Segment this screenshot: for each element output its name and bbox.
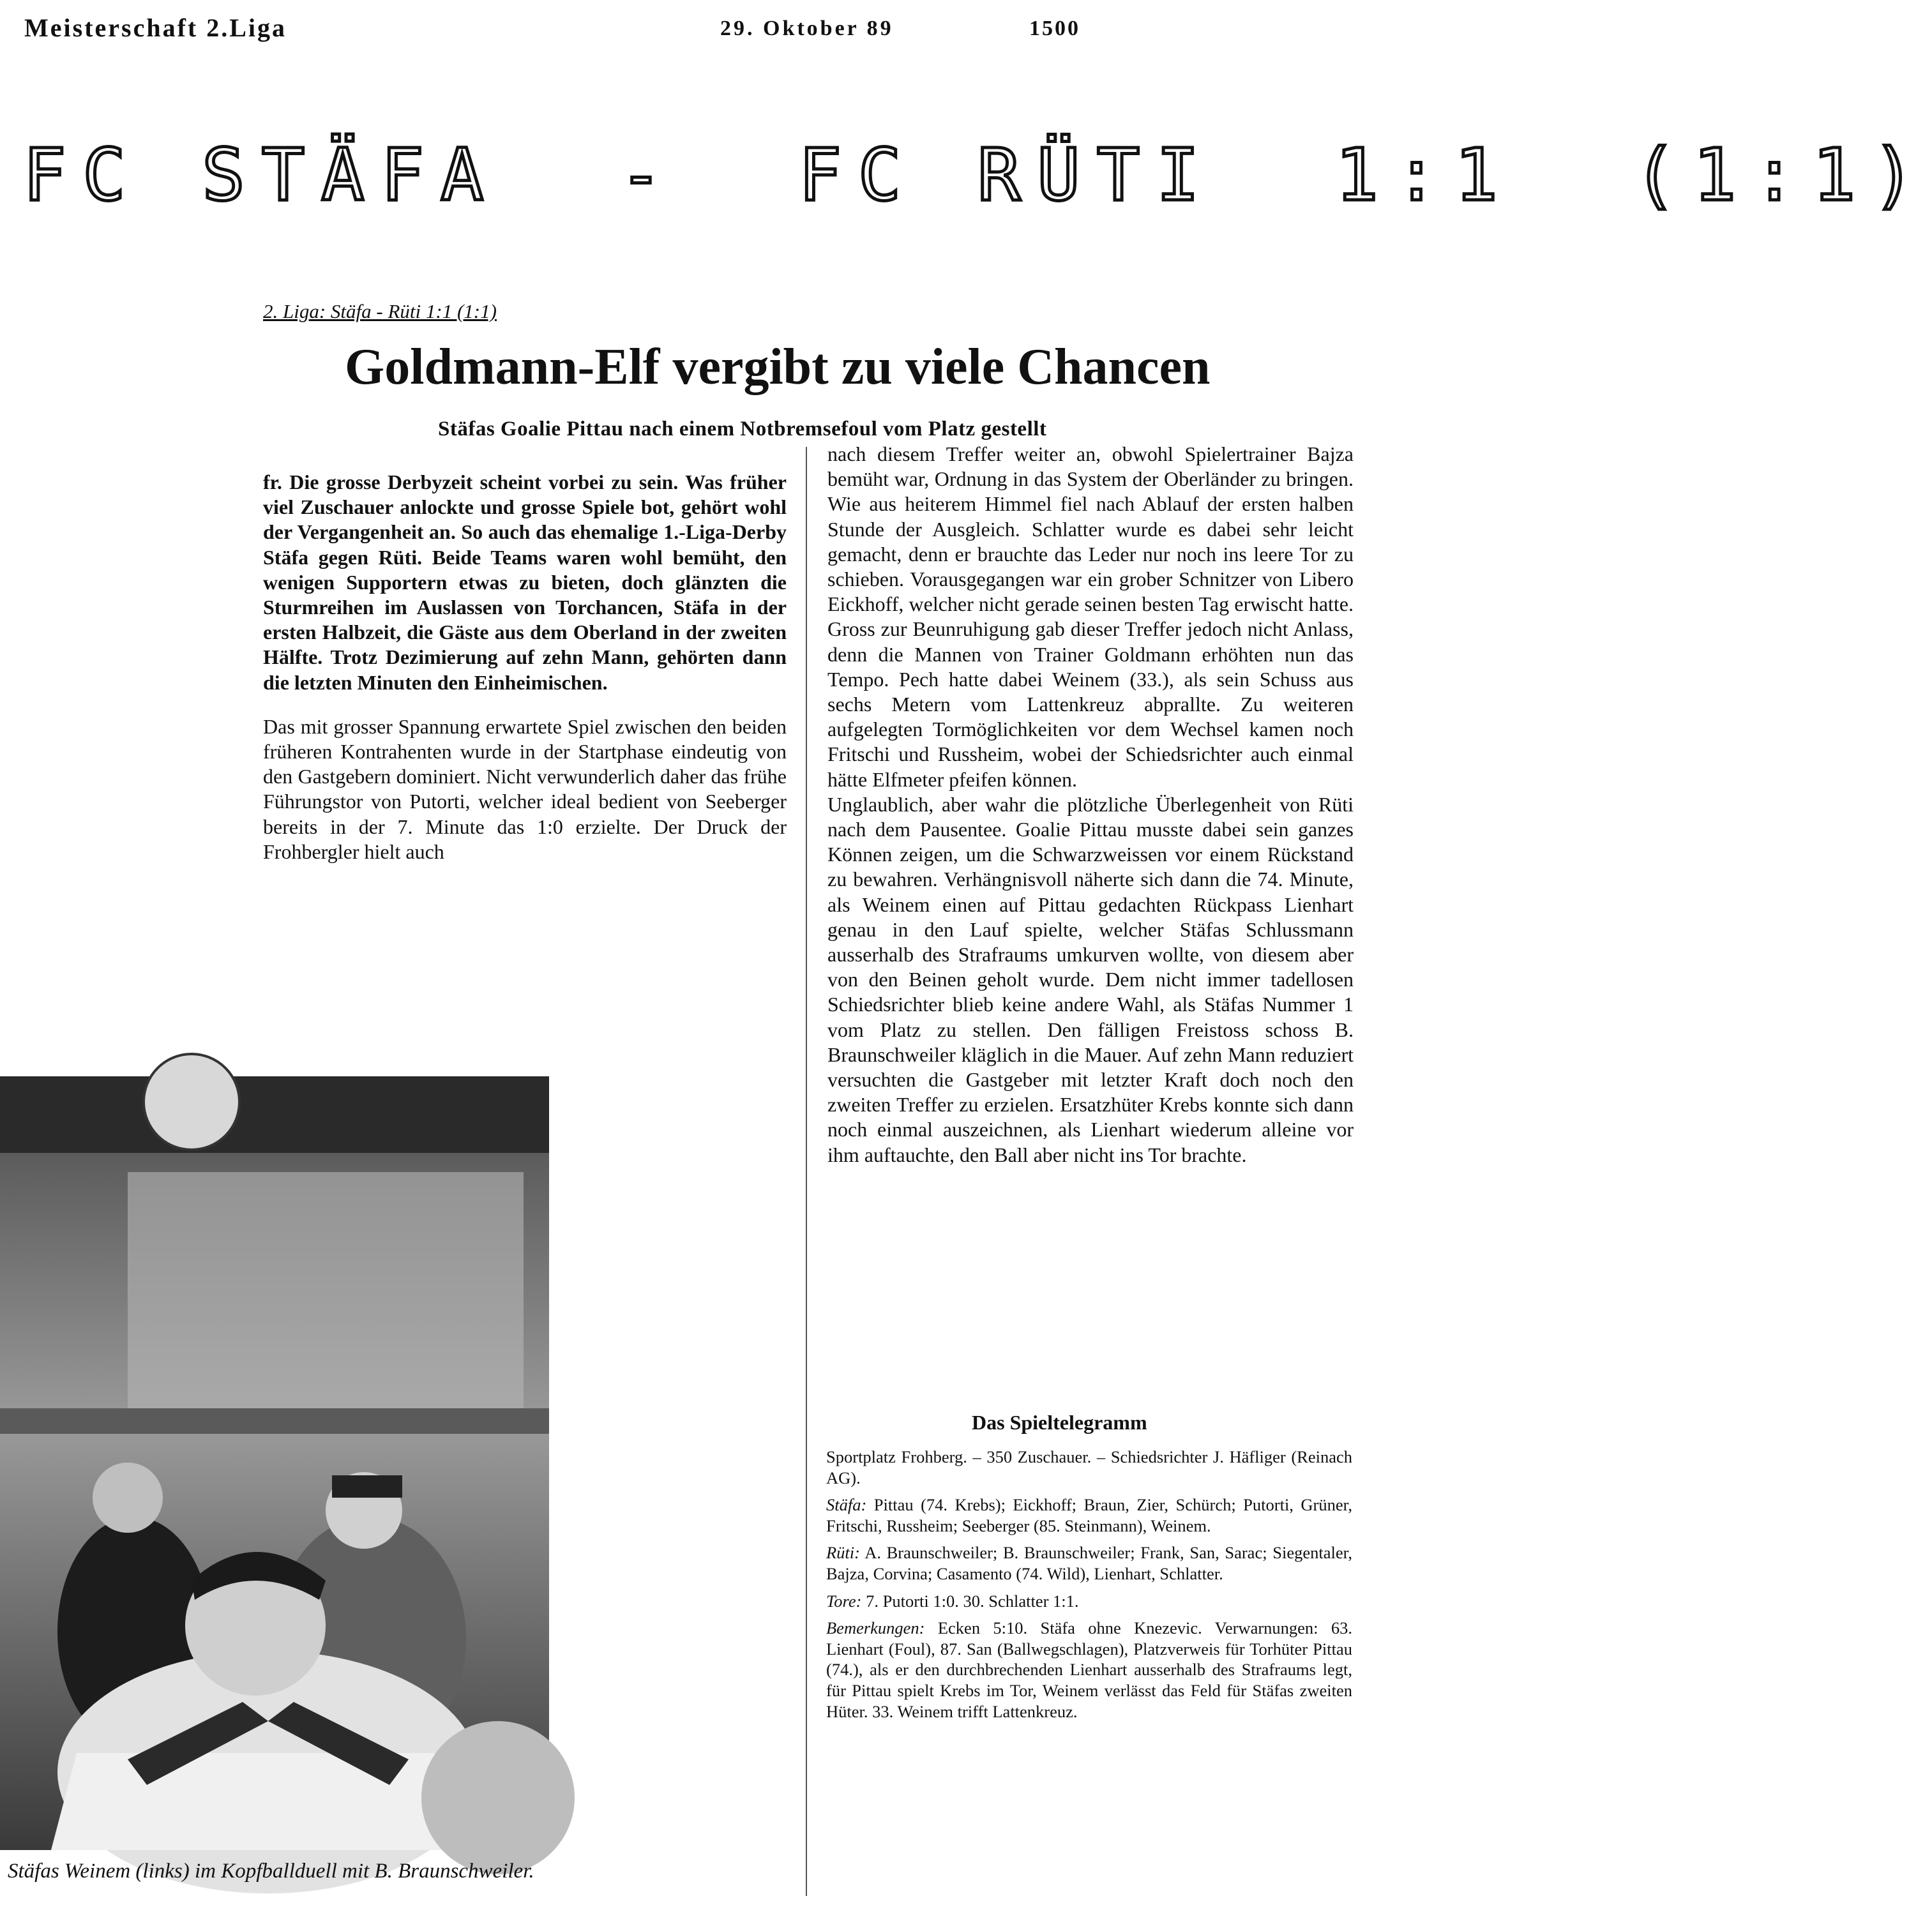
telegram-goals <box>826 1591 1352 1612</box>
photo-image <box>0 1076 549 1850</box>
article-subheadline: Stäfas Goalie Pittau nach einem Notbremsefoul vom Platz gestellt <box>438 418 1047 440</box>
article-headline: Goldmann-Elf vergibt zu viele Chancen <box>345 339 1211 395</box>
telegram-lineup-staefa <box>826 1494 1352 1536</box>
photo-caption: Stäfas Weinem (links) im Kopfballduell mit B. Braunschweiler. <box>8 1860 534 1883</box>
date-label: 29. Oktober 89 <box>720 17 894 40</box>
telegram-text: Pittau (74. Krebs); Eickhoff; Braun, Zier, Schürch; Putorti, Grüner, Fritschi, Russheim; Seeberger (85. Steinmann), Weinem. <box>826 1495 1353 1535</box>
telegram-text: Ecken 5:10. Stäfa ohne Knezevic. Verwarnungen: 63. Lienhart (Foul), 87. San (Ballwegschlagen), Platzverweis für Torhüter Pittau (74.), als er den durchbrechenden Lienhart ausserhalb des Strafraums legt, für Pittau spielt Krebs im Tor, Weinem verlässt das Feld für Stäfas zweiten Hüter. 33. Weinem trifft Lattenkreuz. <box>826 1618 1352 1721</box>
article-lead: fr. Die grosse Derbyzeit scheint vorbei zu sein. Was früher viel Zuschauer anlockte und grosse Spiele bot, gehört wohl der Vergangenheit an. So auch das ehemalige 1.-Liga-Derby Stäfa gegen Rüti. Beide Teams waren wohl bemüht, den wenigen Supportern etwas zu bieten, doch glänzten die Sturmreihen im Auslassen von Torchancen, Stäfa in der ersten Halbzeit, die Gäste aus dem Oberland in der zweiten Hälfte. Trotz Dezimierung auf zehn Mann, gehörten dann die letzten Minuten den Einheimischen. <box>263 470 787 694</box>
match-result-banner: FC STÄFA - FC RÜTI 1:1 (1:1) <box>23 134 1932 217</box>
telegram-lineup-rueti <box>826 1542 1352 1584</box>
telegram-remarks <box>826 1618 1352 1722</box>
telegram-title: Das Spieltelegramm <box>972 1411 1147 1434</box>
match-photo <box>0 1076 549 1850</box>
ball-icon <box>144 1054 239 1150</box>
telegram-text: 7. Putorti 1:0. 30. Schlatter 1:1. <box>866 1591 1079 1611</box>
section-title: Meisterschaft 2.Liga <box>24 13 287 42</box>
article-paragraph: Unglaublich, aber wahr die plötzliche Überlegenheit von Rüti nach dem Pausentee. Goalie Pittau musste dabei sein ganzes Können zeigen, um die Schwarzweissen vor einem Rückstand zu bewahren. Verhängnisvoll näherte sich dann die 74. Minute, als Weinem einen auf Pittau gedachten Rückpass Lienhart genau in den Lauf spielte, welcher Stäfas Schlussmann ausserhalb des Strafraums umkurven wollte, von diesem aber von den Beinen geholt wurde. Dem nicht immer tadellosen Schiedsrichter blieb keine andere Wahl, als Stäfas Nummer 1 vom Platz zu stellen. Den fälligen Freistoss schoss B. Braunschweiler kläglich in die Mauer. Auf zehn Mann reduziert versuchten die Gastgeber mit letzter Kraft doch noch den zweiten Treffer zu erzielen. Ersatzhüter Krebs konnte sich dann noch einmal auszeichnen, als Lienhart wiederum alleine vor ihm auftauchte, den Ball aber nicht ins Tor brachte. <box>827 792 1354 1166</box>
article-paragraph: Das mit grosser Spannung erwartete Spiel zwischen den beiden früheren Kontrahenten wurde in der Startphase eindeutig von den Gastgebern dominiert. Nicht verwunderlich daher das frühe Führungstor von Putorti, welcher ideal bedient von Seeberger bereits in der 7. Minute das 1:0 erzielte. Der Druck der Frohbergler hielt auch <box>263 714 787 863</box>
article-column-right <box>827 442 1354 1168</box>
telegram-text: A. Braunschweiler; B. Braunschweiler; Frank, San, Sarac; Siegentaler, Bajza, Corvina; Casamento (74. Wild), Lienhart, Schlatter. <box>826 1543 1352 1583</box>
match-telegram <box>826 1447 1352 1728</box>
article-kicker: 2. Liga: Stäfa - Rüti 1:1 (1:1) <box>263 300 497 322</box>
article-column-left <box>263 470 787 884</box>
column-divider <box>806 447 807 1896</box>
telegram-label: Stäfa: <box>826 1495 867 1515</box>
article-paragraph: nach diesem Treffer weiter an, obwohl Spielertrainer Bajza bemüht war, Ordnung in das System der Oberländer zu bringen. Wie aus heiterem Himmel fiel nach Ablauf der ersten halben Stunde der Ausgleich. Schlatter wurde es dabei sehr leicht gemacht, denn er brauchte das Leder nur noch ins leere Tor zu schieben. Vorausgegangen war ein grober Schnitzer von Libero Eickhoff, welcher nicht gerade seinen besten Tag erwischt hatte. Gross zur Beunruhigung gab dieser Treffer jedoch nicht Anlass, denn die Mannen von Trainer Goldmann erhöhten nun das Tempo. Pech hatte dabei Weinem (33.), als sein Schuss aus sechs Metern vom Lattenkreuz abprallte. Zu weiteren aufgelegten Tormöglichkeiten vor dem Wechsel kamen noch Fritschi und Russheim, wobei der Schiedsrichter auch einmal hätte Elfmeter pfeifen können. <box>827 442 1354 791</box>
telegram-venue: Sportplatz Frohberg. – 350 Zuschauer. – Schiedsrichter J. Häfliger (Reinach AG). <box>826 1447 1352 1487</box>
time-label: 1500 <box>1029 17 1080 40</box>
telegram-label: Bemerkungen: <box>826 1618 925 1638</box>
telegram-label: Tore: <box>826 1591 862 1611</box>
telegram-label: Rüti: <box>826 1543 860 1563</box>
